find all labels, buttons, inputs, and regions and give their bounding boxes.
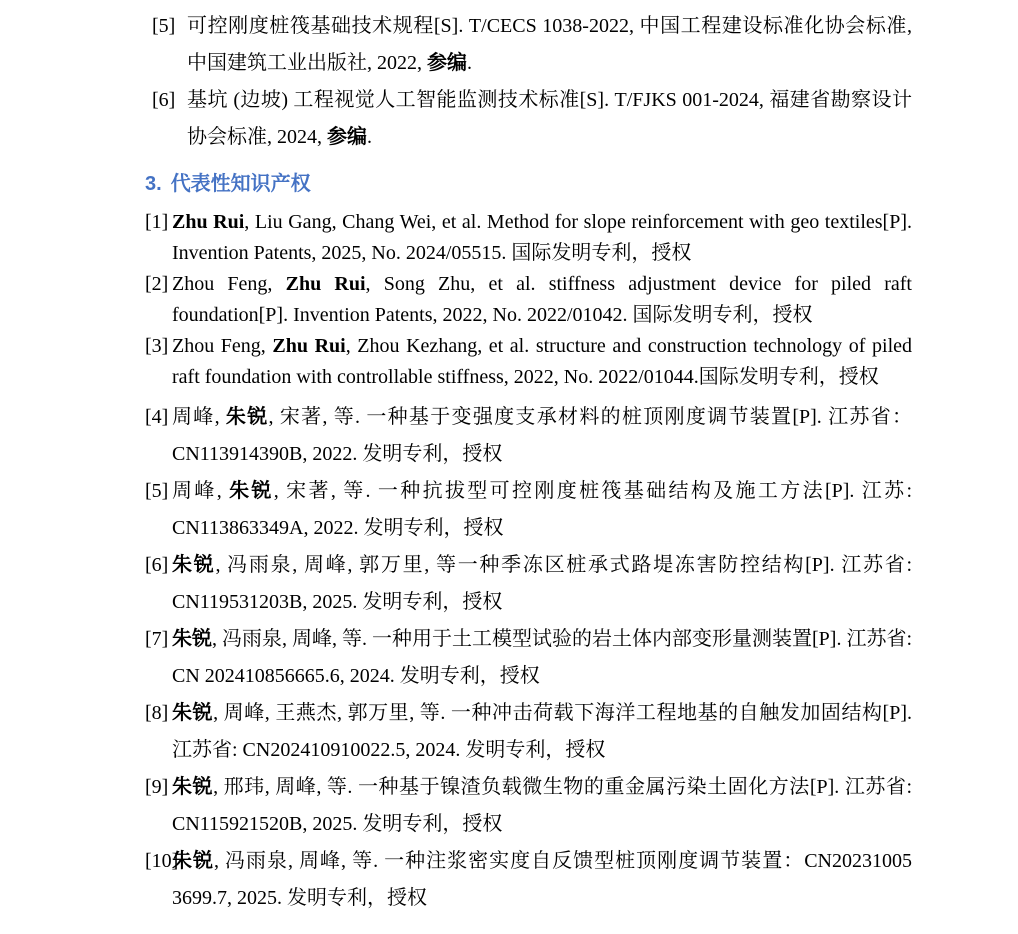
section-number: 3. <box>145 173 162 195</box>
patent-text-pre: 周峰, <box>172 406 226 428</box>
item-marker: [7] <box>145 628 169 650</box>
standard-text: 可控刚度桩筏基础技术规程[S]. T/CECS 1038-2022, 中国工程建设标准化协会标准, 中国建筑工业出版社, 2022, <box>187 15 912 74</box>
patent-author-bold: 朱锐 <box>172 554 216 576</box>
patent-text-post: , 邢玮, 周峰, 等. 一种基于镍渣负载微生物的重金属污染土固化方法[P]. 江苏省: CN115921520B, 2025. 发明专利，授权 <box>172 776 913 835</box>
patent-text-post: , 冯雨泉, 周峰, 等. 一种注浆密实度自反馈型桩顶刚度调节装置：CN20231005 3699.7, 2025. 发明专利，授权 <box>172 850 912 909</box>
patent-item <box>145 547 912 621</box>
patent-author-bold: 朱锐 <box>172 850 215 872</box>
patent-text-post: , Zhou Kezhang, et al. structure and construction technology of piled raft foundation with controllable stiffness, 2022, No. 2022/01044.国际发明专利，授权 <box>172 335 913 388</box>
standard-item <box>152 82 912 156</box>
section-title: 代表性知识产权 <box>170 173 311 195</box>
item-marker: [6] <box>152 89 176 111</box>
standard-item <box>152 8 912 82</box>
item-marker: [3] <box>145 335 169 357</box>
patent-item <box>145 621 912 695</box>
patent-author-bold: 朱锐 <box>172 628 212 650</box>
patent-item <box>145 695 912 769</box>
patent-item <box>145 843 912 917</box>
patent-item <box>145 331 912 393</box>
item-marker: [6] <box>145 554 169 576</box>
patent-author-bold: Zhu Rui <box>285 273 366 295</box>
item-marker: [9] <box>145 776 169 798</box>
standard-role-bold: 参编 <box>427 52 467 74</box>
section-heading <box>145 170 912 198</box>
patent-text-post: , 冯雨泉, 周峰, 等. 一种用于土工模型试验的岩土体内部变形量测装置[P]. 江苏省: CN 202410856665.6, 2024. 发明专利，授权 <box>172 628 912 687</box>
patent-author-bold: 朱锐 <box>172 776 214 798</box>
patent-item <box>145 399 912 473</box>
patent-text-post: , 宋著, 等. 一种基于变强度支承材料的桩顶刚度调节装置[P]. 江苏省：CN113914390B, 2022. 发明专利，授权 <box>172 406 912 465</box>
patent-item <box>145 207 912 269</box>
patents-list <box>145 207 912 917</box>
patent-text-post: , 冯雨泉, 周峰, 郭万里, 等一种季冻区桩承式路堤冻害防控结构[P]. 江苏省: CN119531203B, 2025. 发明专利，授权 <box>172 554 913 613</box>
item-marker: [4] <box>145 406 169 428</box>
patent-text-post: , Song Zhu, et al. stiffness adjustment device for piled raft foundation[P]. Invention Patents, 2022, No. 2022/01042. 国际发明专利，授权 <box>172 273 912 326</box>
patent-item <box>145 473 912 547</box>
patent-text-post: , Liu Gang, Chang Wei, et al. Method for slope reinforcement with geo textiles[P]. Invention Patents, 2025, No. 2024/05515. 国际发明专利，授权 <box>172 211 912 264</box>
standard-text: 基坑 (边坡) 工程视觉人工智能监测技术标准[S]. T/FJKS 001-2024, 福建省勘察设计协会标准, 2024, <box>187 89 912 148</box>
patent-author-bold: 朱锐 <box>172 702 214 724</box>
patent-item <box>145 269 912 331</box>
patent-author-bold: Zhu Rui <box>172 211 245 233</box>
standards-list <box>152 8 912 156</box>
patent-author-bold: Zhu Rui <box>272 335 346 357</box>
patent-text-post: , 周峰, 王燕杰, 郭万里, 等. 一种冲击荷载下海洋工程地基的自触发加固结构[P]. 江苏省: CN202410910022.5, 2024. 发明专利，授权 <box>172 702 913 761</box>
patent-text-post: , 宋著, 等. 一种抗拔型可控刚度桩筏基础结构及施工方法[P]. 江苏: CN113863349A, 2022. 发明专利，授权 <box>172 480 913 539</box>
item-marker: [5] <box>152 15 176 37</box>
item-marker: [2] <box>145 273 169 295</box>
item-marker: [8] <box>145 702 169 724</box>
patent-author-bold: 朱锐 <box>229 480 274 502</box>
patent-text-pre: Zhou Feng, <box>172 273 286 295</box>
item-marker: [1] <box>145 211 169 233</box>
standard-text-end: . <box>467 52 472 74</box>
patent-text-pre: Zhou Feng, <box>172 335 273 357</box>
patent-author-bold: 朱锐 <box>225 406 269 428</box>
item-marker: [10] <box>145 850 179 872</box>
patent-text-pre: 周峰, <box>172 480 230 502</box>
standard-text-end: . <box>367 126 372 148</box>
patent-item <box>145 769 912 843</box>
standard-role-bold: 参编 <box>327 126 367 148</box>
item-marker: [5] <box>145 480 169 502</box>
